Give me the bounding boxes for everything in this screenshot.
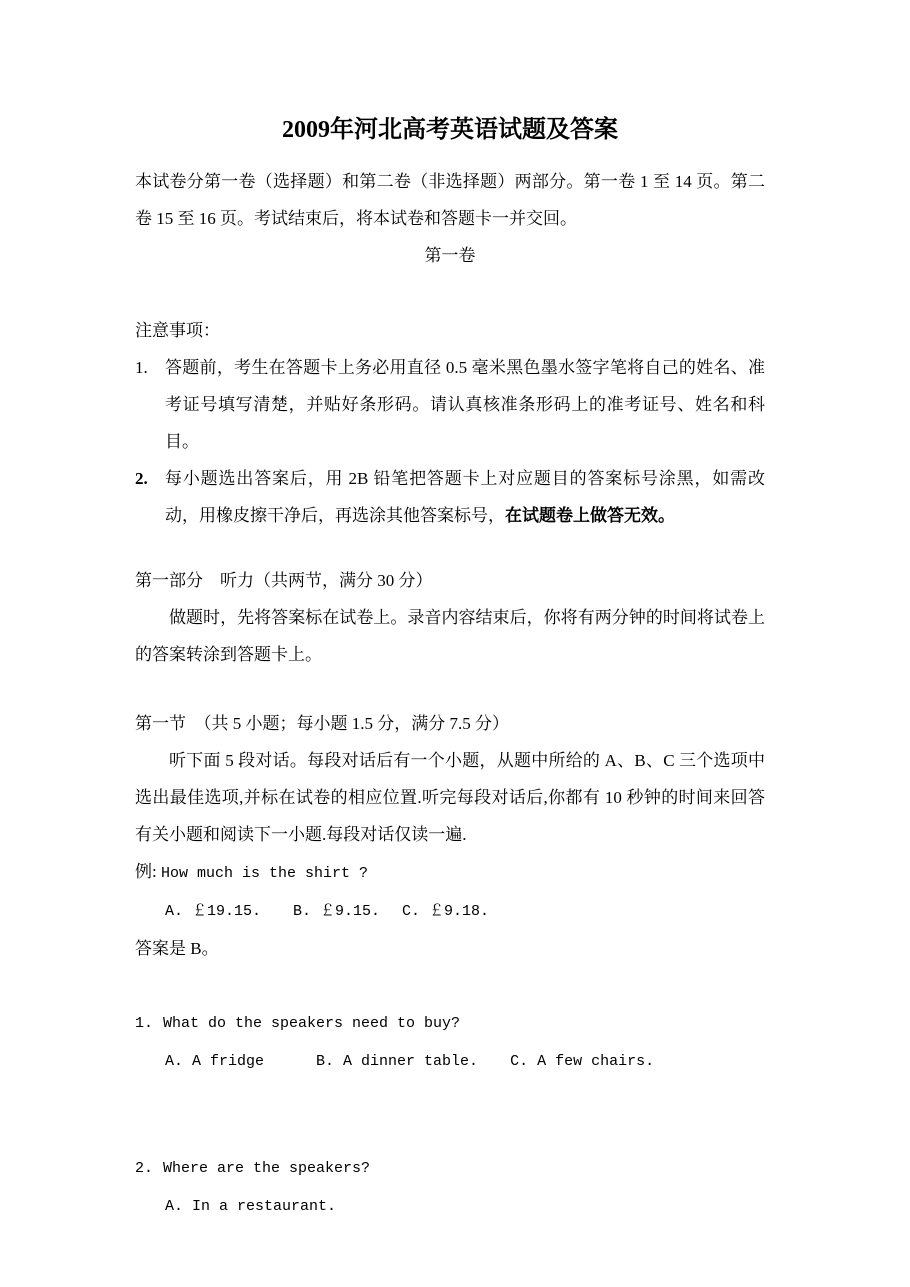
answer-note: 答案是 B。 bbox=[135, 939, 219, 958]
example-option-c: C. ￡9.18. bbox=[402, 903, 490, 920]
question-option-a: A. A fridge bbox=[165, 1053, 265, 1070]
question-option-c: C. A few chairs. bbox=[510, 1053, 655, 1070]
note-item-1 bbox=[135, 349, 765, 460]
example-option-a: A. ￡19.15. bbox=[165, 903, 262, 920]
question-item-2 bbox=[135, 1150, 765, 1187]
question-option-b: B. A dinner table. bbox=[316, 1053, 479, 1070]
question-option-a: A. In a restaurant. bbox=[165, 1198, 337, 1215]
note-text bbox=[165, 460, 765, 534]
section1-heading: 第一节 （共 5 小题；每小题 1.5 分，满分 7.5 分） bbox=[135, 714, 509, 733]
volume-heading: 第一卷 bbox=[424, 246, 476, 265]
example-question: How much is the shirt ? bbox=[160, 865, 369, 882]
question-number: 2. bbox=[135, 1160, 154, 1177]
question-text: What do the speakers need to buy? bbox=[163, 1015, 461, 1032]
section1-instructions: 听下面 5 段对话。每段对话后有一个小题，从题中所给的 A、B、C 三个选项中选出最佳选项,并标在试卷的相应位置.听完每段对话后,你都有 10 秒钟的时间来回答有关小题和阅读下一小题.每段对话仅读一遍. bbox=[135, 751, 766, 844]
question-number: 1. bbox=[135, 1015, 154, 1032]
part1-instructions: 做题时，先将答案标在试卷上。录音内容结束后，你将有两分钟的时间将试卷上的答案转涂到答题卡上。 bbox=[135, 608, 765, 664]
example-option-b: B. ￡9.15. bbox=[293, 903, 381, 920]
example-line bbox=[135, 853, 765, 892]
question-1-options bbox=[135, 1042, 765, 1080]
question-2-options bbox=[135, 1187, 765, 1225]
note-number: 1. bbox=[135, 358, 148, 377]
note-text-normal: 每小题选出答案后，用 2B 铅笔把答题卡上对应题目的答案标号涂黑，如需改动，用橡皮擦干净后，再选涂其他答案标号， bbox=[165, 469, 765, 525]
notes-heading: 注意事项： bbox=[135, 321, 220, 340]
question-text: Where are the speakers? bbox=[163, 1160, 371, 1177]
part1-heading: 第一部分 听力（共两节，满分 30 分） bbox=[135, 571, 433, 590]
note-text: 答题前，考生在答题卡上务必用直径 0.5 毫米黑色墨水签字笔将自己的姓名、准考证号填写清楚，并贴好条形码。请认真核准条形码上的准考证号、姓名和科目。 bbox=[165, 358, 765, 451]
example-options bbox=[135, 892, 765, 930]
note-text-bold: 在试题卷上做答无效。 bbox=[505, 506, 675, 525]
example-label: 例: bbox=[135, 862, 157, 881]
note-item-2 bbox=[135, 460, 765, 534]
question-item-1 bbox=[135, 1005, 765, 1042]
note-number: 2. bbox=[135, 469, 148, 488]
intro-paragraph: 本试卷分第一卷（选择题）和第二卷（非选择题）两部分。第一卷 1 至 14 页。第二卷 15 至 16 页。考试结束后，将本试卷和答题卡一并交回。 bbox=[135, 172, 765, 228]
page-title: 2009年河北高考英语试题及答案 bbox=[282, 117, 618, 143]
